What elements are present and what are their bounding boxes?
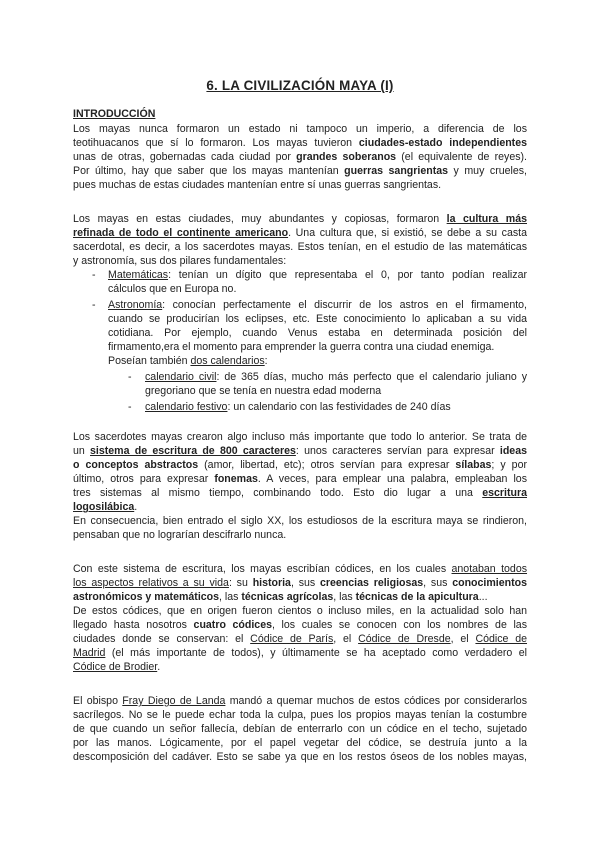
section-heading-introduccion: INTRODUCCIÓN — [73, 108, 156, 120]
text-line: de que cuando un señor fallecía, debían de enterrarlo con un códice en el techo, sujetado — [73, 723, 527, 735]
list-item-calendario-festivo: calendario festivo: un calendario con las festividades de 240 días — [145, 401, 451, 413]
text-line: Códice de Brodier. — [73, 661, 161, 673]
bullet-dash: - — [92, 299, 96, 311]
text-line: por las manos. Lógicamente, por el papel vegetar del códice, se destruía junto a la — [73, 737, 527, 749]
text-line: descomposición del cadáver. Esto se sabe ya que en los restos óseos de los nobles mayas, — [73, 751, 527, 763]
text-line: sacerdotal, es decir, a los sacerdotes mayas. Estos tenían, en el estudio de las matemáticas — [73, 241, 527, 253]
text-line: Por último, hay que saber que los mayas mantenían guerras sangrientas y muy crueles, — [73, 165, 527, 177]
text-line: Los mayas nunca formaron un estado ni tampoco un imperio, a diferencia de los — [73, 123, 527, 135]
page-title: 6. LA CIVILIZACIÓN MAYA (I) — [206, 78, 394, 93]
text-line: unas de otras, gobernadas cada ciudad por grandes soberanos (el equivalente de reyes). — [73, 151, 527, 163]
text-line: El obispo Fray Diego de Landa mandó a quemar muchos de estos códices por considerarlos — [73, 695, 527, 707]
bullet-dash: - — [92, 269, 96, 281]
list-item-matematicas: Matemáticas: tenían un dígito que representaba el 0, por tanto podían realizar — [108, 269, 527, 281]
text-line: Poseían también dos calendarios: — [108, 355, 268, 367]
text-line: cotidiana. Por ejemplo, cuando Venus estaba en determinada posición del — [108, 327, 527, 339]
text-line: cálculos que en Europa no. — [108, 283, 237, 295]
text-line: De estos códices, que en origen fueron cientos o incluso miles, en la actualidad solo han — [73, 605, 527, 617]
text-line: pensaban que no lograrían descifrarlo nunca. — [73, 529, 287, 541]
text-line: pues muchas de estas ciudades mantenían entre sí unas guerras sangrientas. — [73, 179, 442, 191]
text-line: llegado hasta nosotros cuatro códices, los cuales se conocen con los nombres de las — [73, 619, 527, 631]
text-line: Los mayas en estas ciudades, muy abundantes y copiosas, formaron la cultura más — [73, 213, 527, 225]
text-line: Con este sistema de escritura, los mayas escribían códices, en los cuales anotaban todos — [73, 563, 528, 575]
text-line: los aspectos relativos a su vida: su historia, sus creencias religiosas, sus conocimientos — [73, 577, 527, 589]
text-line: refinada de todo el continente americano. Una cultura que, si existió, se debe a su casta — [73, 227, 527, 239]
text-line: cuando se producirían los eclipses, etc. Este conocimiento lo aplicaban a su vida — [108, 313, 527, 325]
text-line: tres sistemas al mismo tiempo, combinando todo. Esto dio lugar a una escritura — [73, 487, 527, 499]
text-line: teotihuacanos que sí lo formaron. Los mayas tuvieron ciudades-estado independientes — [73, 137, 527, 149]
text-line: sacrílegos. No se le puede echar toda la culpa, pues los propios mayas tenían la costumbre — [73, 709, 527, 721]
text-line: En consecuencia, bien entrado el siglo XX, los estudiosos de la escritura maya se rindieron, — [73, 515, 527, 527]
text-line: logosilábica. — [73, 501, 138, 513]
text-line: Madrid (el más importante de todos), y últimamente se ha aceptado como verdadero el — [73, 647, 527, 659]
text-line: ciudades donde se conservan: el Códice de París, el Códice de Dresde, el Códice de — [73, 633, 528, 645]
text-line: o conceptos abstractos (amor, libertad, etc); otros servían para expresar sílabas; y por — [73, 459, 527, 471]
text-line: gregoriano que se tenía en nuestra edad moderna — [145, 385, 382, 397]
text-line: astronómicos y matemáticos, las técnicas agrícolas, las técnicas de la apicultura... — [73, 591, 488, 603]
text-line: un sistema de escritura de 800 caracteres: unos caracteres servían para expresar ideas — [73, 445, 527, 457]
bullet-dash: - — [128, 401, 132, 413]
bullet-dash: - — [128, 371, 132, 383]
list-item-calendario-civil: calendario civil: de 365 días, mucho más perfecto que el calendario juliano y — [145, 371, 528, 383]
text-line: y astronomía, sus dos pilares fundamentales: — [73, 255, 287, 267]
text-line: último, otros para expresar fonemas. A veces, para emplear una palabra, empleaban los — [73, 473, 527, 485]
list-item-astronomia: Astronomía: conocían perfectamente el discurrir de los astros en el firmamento, — [108, 299, 527, 311]
text-line: Los sacerdotes mayas crearon algo incluso más importante que todo lo anterior. Se trata de — [73, 431, 527, 443]
text-line: firmamento,era el momento para emprender la guerra contra una ciudad enemiga. — [108, 341, 495, 353]
